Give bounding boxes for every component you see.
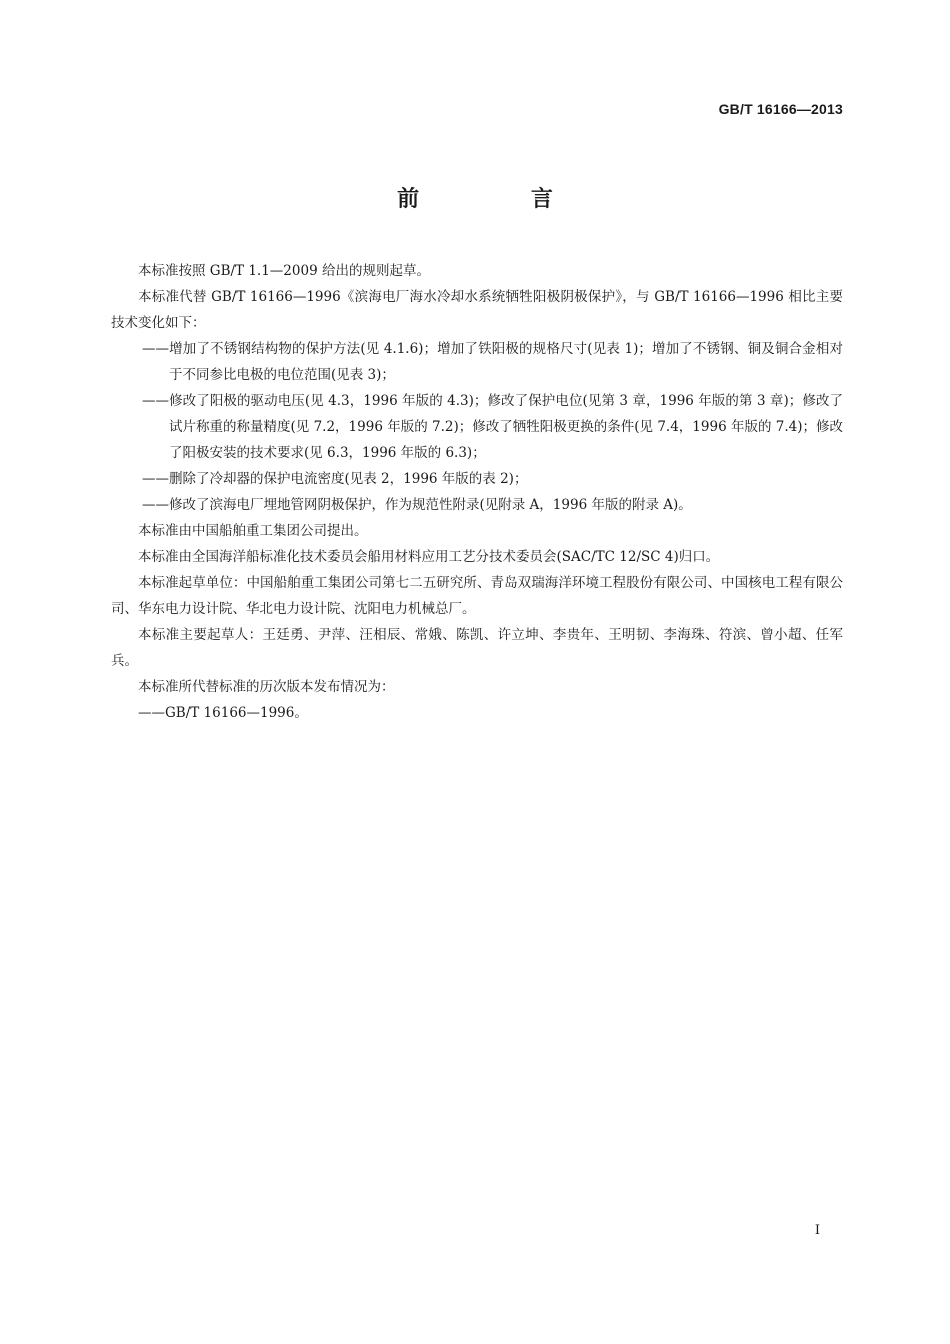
paragraph-version-history: 本标准所代替标准的历次版本发布情况为： <box>138 679 395 695</box>
paragraph-responsible-committee: 本标准由全国海洋船标准化技术委员会船用材料应用工艺分技术委员会(SAC/TC 12/SC 4)归口。 <box>138 549 720 565</box>
paragraph-drafting-rules: 本标准按照 GB/T 1.1—2009 给出的规则起草。 <box>138 263 430 279</box>
paragraph-drafting-units: 本标准起草单位：中国船舶重工集团公司第七二五研究所、青岛双瑞海洋环境工程股份有限公司、中国核电工程有限公司、华东电力设计院、华北电力设计院、沈阳电力机械总厂。 <box>111 575 843 617</box>
paragraph-main-drafters: 本标准主要起草人：王廷勇、尹萍、汪相辰、常娥、陈凯、许立坤、李贵年、王明韧、李海珠、符滨、曾小超、任军兵。 <box>111 627 843 669</box>
change-item: ——增加了不锈钢结构物的保护方法(见 4.1.6)；增加了铁阳极的规格尺寸(见表 1)；增加了不锈钢、铜及铜合金相对于不同参比电极的电位范围(见表 3)； <box>142 341 843 383</box>
change-item: ——删除了冷却器的保护电流密度(见表 2，1996 年版的表 2)； <box>142 471 528 487</box>
page-title: 前 言 <box>397 187 605 212</box>
paragraph-proposer: 本标准由中国船舶重工集团公司提出。 <box>138 523 368 539</box>
change-item: ——修改了阳极的驱动电压(见 4.3，1996 年版的 4.3)；修改了保护电位(见第 3 章，1996 年版的第 3 章)；修改了试片称重的称量精度(见 7.2，1996 年版的 7.2)；修改了牺牲阳极更换的条件(见 7.4，1996 年版的 7.4)；修改了阳极安装的技术要求(见 6.3，1996 年版的 6.3)； <box>142 393 843 461</box>
page-number: I <box>814 1223 820 1238</box>
standard-code: GB/T 16166—2013 <box>718 101 843 117</box>
change-item: ——修改了滨海电厂埋地管网阴极保护，作为规范性附录(见附录 A，1996 年版的附录 A)。 <box>142 497 692 513</box>
paragraph-replacement-info: 本标准代替 GB/T 16166—1996《滨海电厂海水冷却水系统牺牲阳极阴极保护》，与 GB/T 16166—1996 相比主要技术变化如下： <box>111 289 843 331</box>
document-body <box>111 258 843 726</box>
previous-version-item: ——GB/T 16166—1996。 <box>138 705 308 721</box>
